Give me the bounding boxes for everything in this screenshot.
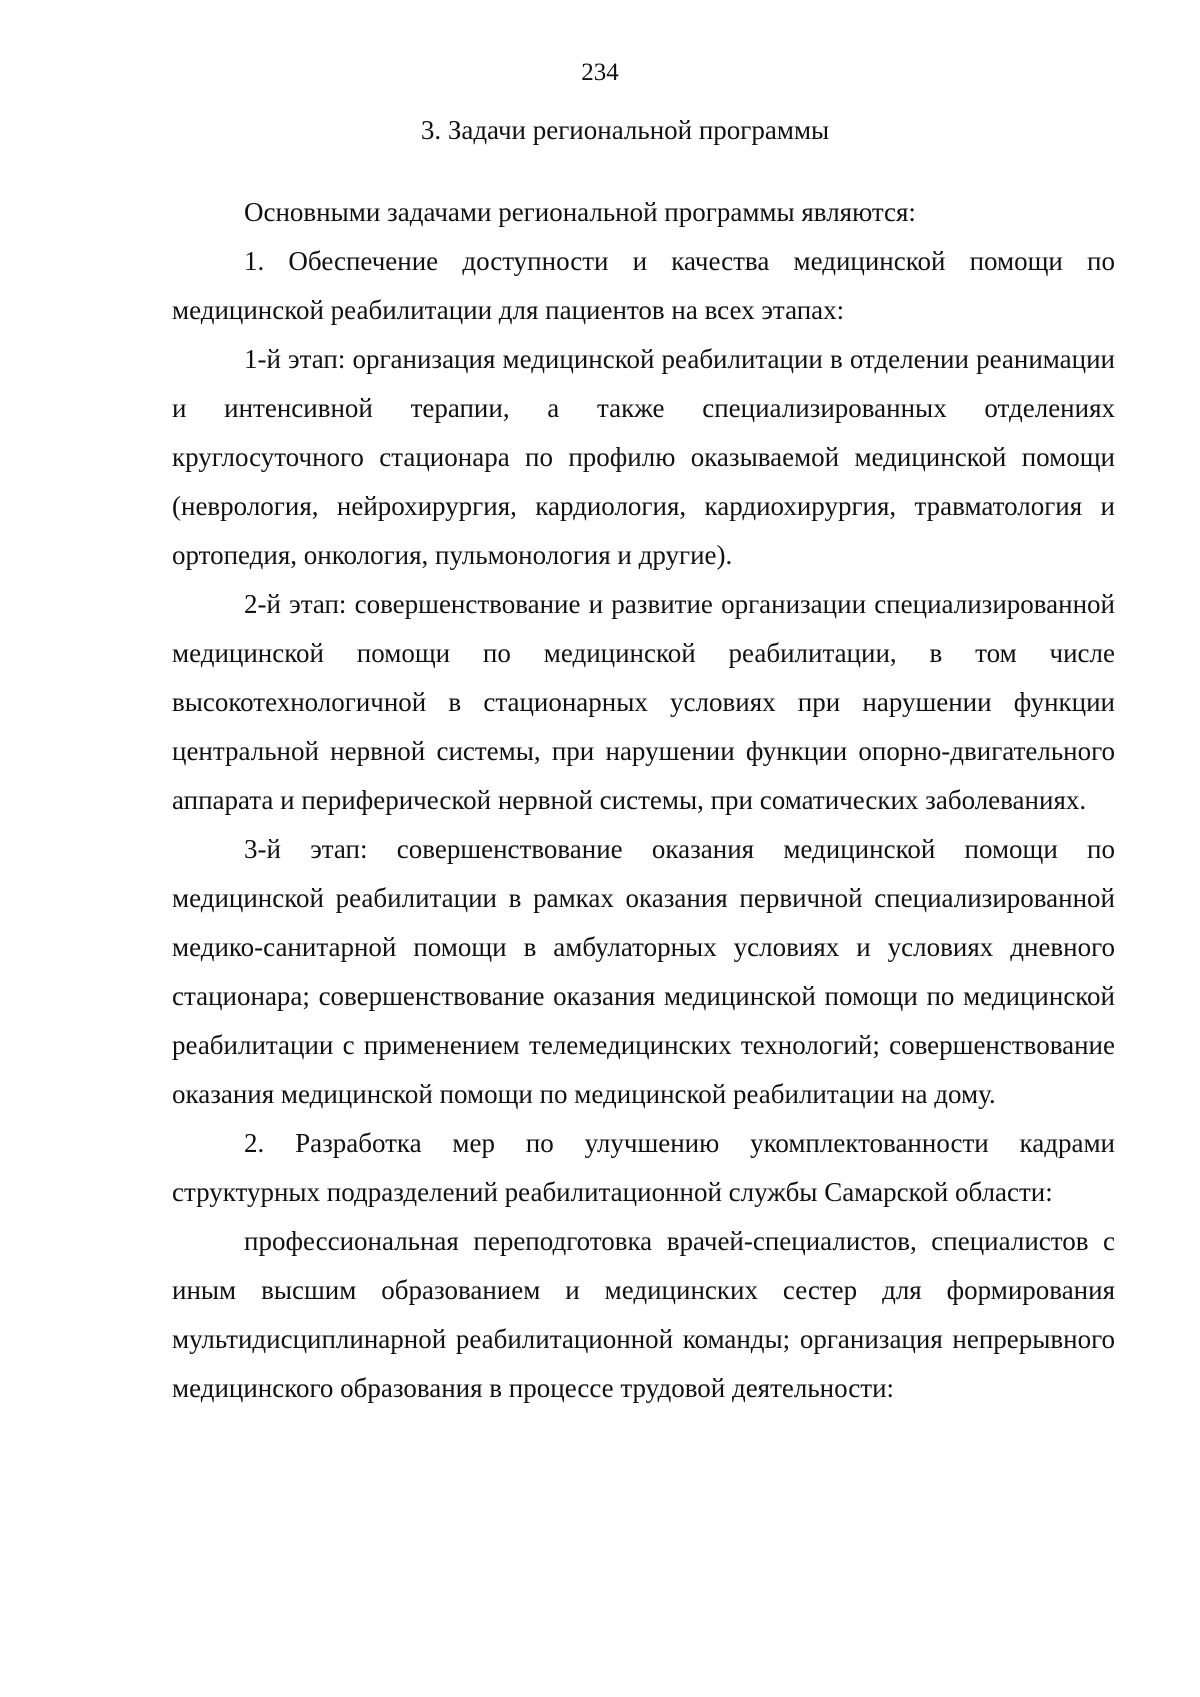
paragraph-intro: Основными задачами региональной программы являются: <box>244 197 916 227</box>
body-text <box>172 188 1115 1413</box>
paragraph-task-2: 2. Разработка мер по улучшению укомплектованности кадрами структурных подразделений реабилитационной службы Самарской области: <box>172 1128 1115 1207</box>
paragraph-stage-1: 1-й этап: организация медицинской реабилитации в отделении реанимации и интенсивной терапии, а также специализированных отделениях круглосуточного стационара по профилю оказываемой медицинской помощи (неврология, нейрохирургия, кардиология, кардиохирургия, травматология и ортопедия, онкология, пульмонология и другие). <box>172 344 1115 570</box>
page-number: 234 <box>581 59 619 86</box>
paragraph-stage-2: 2-й этап: совершенствование и развитие организации специализированной медицинской помощи по медицинской реабилитации, в том числе высокотехнологичной в стационарных условиях при нарушении функции центральной нервной системы, при нарушении функции опорно-двигательного аппарата и периферической нервной системы, при соматических заболеваниях. <box>172 589 1115 815</box>
section-title: 3. Задачи региональной программы <box>420 115 830 145</box>
paragraph-stage-3: 3-й этап: совершенствование оказания медицинской помощи по медицинской реабилитации в рамках оказания первичной специализированной медико-санитарной помощи в амбулаторных условиях и условиях дневного стационара; совершенствование оказания медицинской помощи по медицинской реабилитации с применением телемедицинских технологий; совершенствование оказания медицинской помощи по медицинской реабилитации на дому. <box>172 834 1115 1109</box>
paragraph-training: профессиональная переподготовка врачей-специалистов, специалистов с иным высшим образованием и медицинских сестер для формирования мультидисциплинарной реабилитационной команды; организация непрерывного медицинского образования в процессе трудовой деятельности: <box>172 1226 1115 1403</box>
paragraph-task-1: 1. Обеспечение доступности и качества медицинской помощи по медицинской реабилитации для пациентов на всех этапах: <box>172 246 1115 325</box>
